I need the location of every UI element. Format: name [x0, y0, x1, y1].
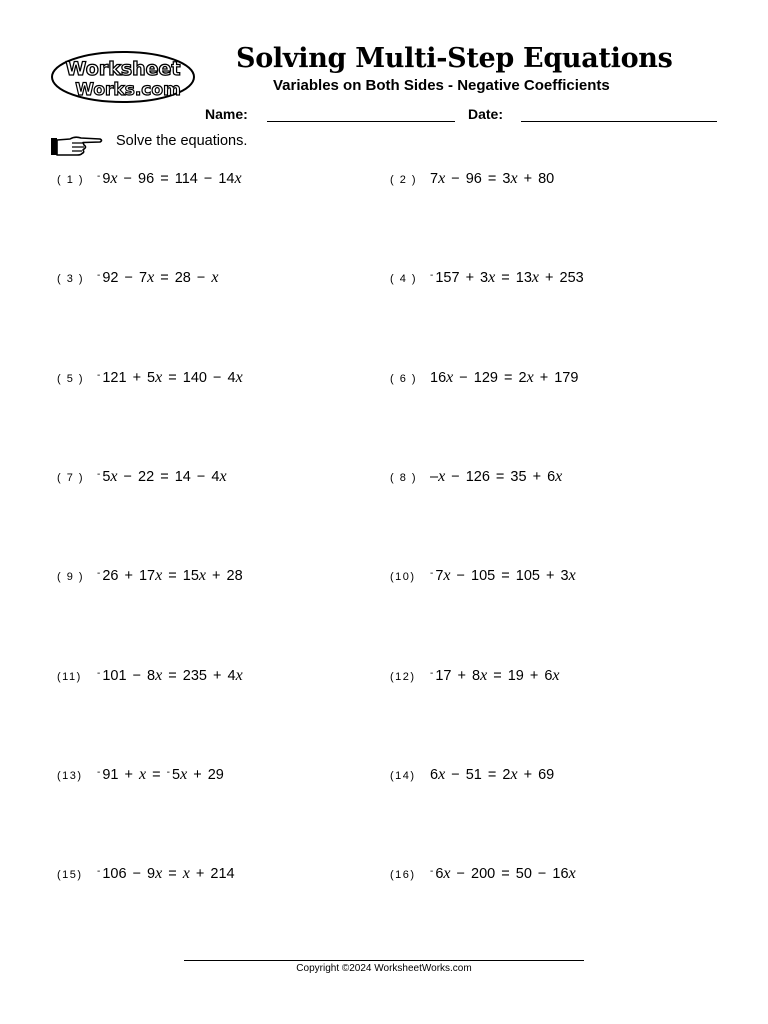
- problem-equation: - 17 + 8x = 19 + 6x: [430, 666, 560, 684]
- copyright-text: Copyright ©2024 WorksheetWorks.com: [296, 963, 472, 974]
- problem-number: ( 8 ): [390, 471, 418, 484]
- problem-number: (10): [390, 571, 416, 584]
- problem-equation: - 92 − 7x = 28 − x: [97, 269, 219, 287]
- problem-equation: - 7x − 105 = 105 + 3x: [430, 567, 576, 585]
- problem-equation: - 6x − 200 = 50 − 16x: [430, 865, 576, 883]
- problem-equation: - 91 + x = - 5x + 29: [97, 765, 224, 783]
- problem-number: (16): [390, 869, 416, 882]
- problem-equation: - 121 + 5x = 140 − 4x: [97, 368, 243, 386]
- date-label: Date:: [468, 106, 504, 122]
- problem-equation: 6x − 51 = 2x + 69: [430, 765, 555, 783]
- worksheet-subtitle: Variables on Both Sides - Negative Coefficients: [273, 77, 610, 94]
- problem-number: (11): [57, 670, 82, 683]
- problem-number: (13): [57, 769, 83, 782]
- problem-number: ( 3 ): [57, 273, 85, 286]
- name-label: Name:: [205, 106, 248, 122]
- pointing-hand-icon: [50, 134, 104, 158]
- problem-number: ( 4 ): [390, 273, 418, 286]
- problem-equation: - 9x − 96 = 114 − 14x: [97, 170, 242, 187]
- worksheetworks-logo: [50, 50, 196, 104]
- problem-equation: 16x − 129 = 2x + 179: [430, 368, 579, 386]
- problem-number: ( 9 ): [57, 571, 85, 584]
- problem-equation: - 5x − 22 = 14 − 4x: [97, 467, 227, 485]
- svg-text:Works.com: Works.com: [75, 80, 181, 100]
- problem-number: (14): [390, 769, 416, 782]
- problem-equation: –x − 126 = 35 + 6x: [430, 467, 563, 485]
- problem-equation: - 157 + 3x = 13x + 253: [430, 269, 584, 287]
- svg-text:Worksheet: Worksheet: [65, 58, 181, 80]
- problem-equation: - 101 − 8x = 235 + 4x: [97, 666, 243, 684]
- worksheet-title: Solving Multi-Step Equations: [236, 43, 673, 74]
- problem-equation: - 106 − 9x = x + 214: [97, 865, 235, 883]
- problem-number: ( 1 ): [57, 174, 85, 186]
- problem-number: ( 6 ): [390, 372, 418, 385]
- problem-number: ( 5 ): [57, 372, 85, 385]
- instruction-text: Solve the equations.: [116, 133, 248, 149]
- problem-number: ( 2 ): [390, 174, 418, 186]
- footer-divider: [184, 960, 584, 961]
- problem-number: (12): [390, 670, 416, 683]
- problem-number: (15): [57, 869, 83, 882]
- date-field-line[interactable]: [521, 121, 717, 122]
- problem-number: ( 7 ): [57, 471, 85, 484]
- problem-equation: - 26 + 17x = 15x + 28: [97, 567, 243, 585]
- name-field-line[interactable]: [267, 121, 455, 122]
- problem-equation: 7x − 96 = 3x + 80: [430, 170, 555, 187]
